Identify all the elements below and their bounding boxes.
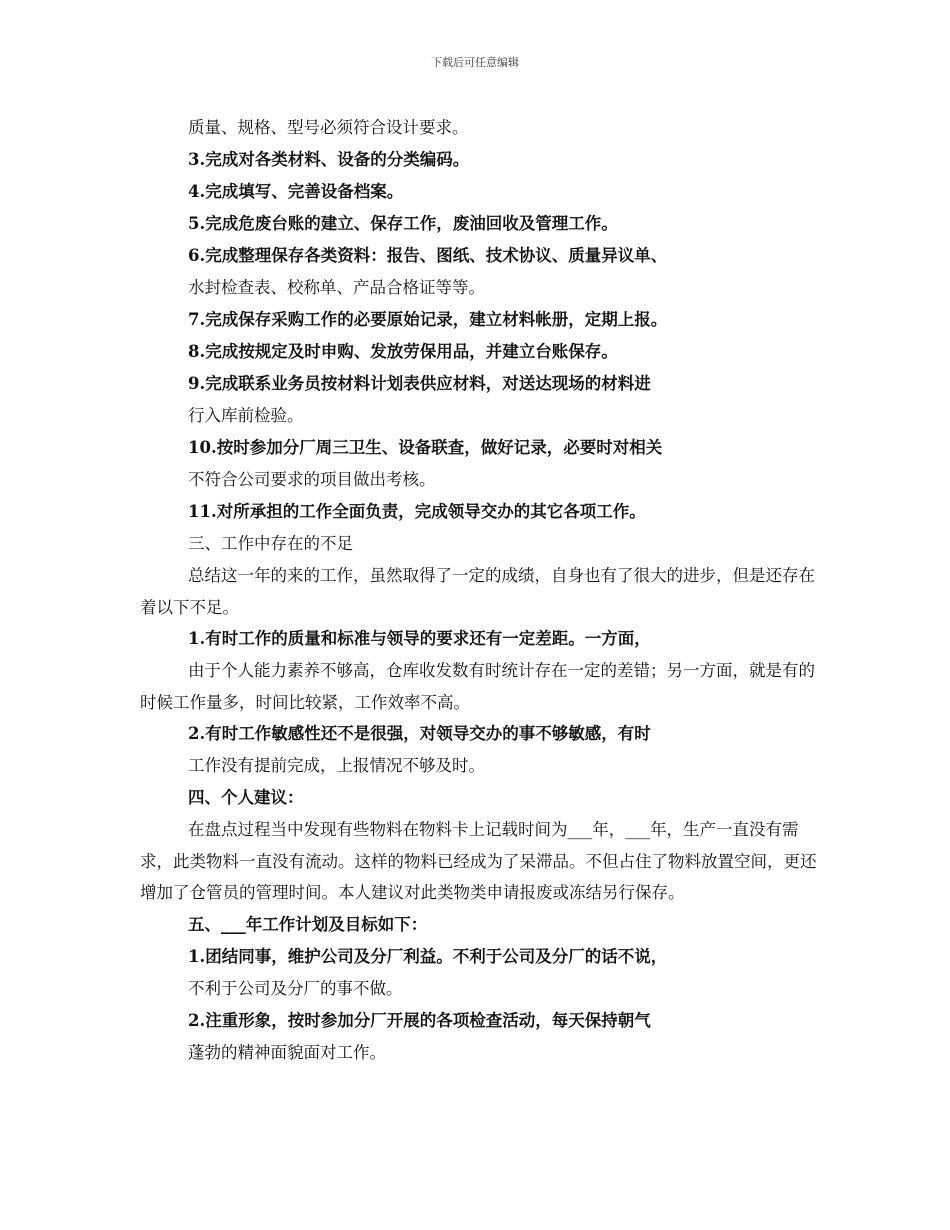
section-heading-4: 四、个人建议： bbox=[188, 788, 304, 807]
list-item-3: 3.完成对各类材料、设备的分类编码。 bbox=[188, 150, 470, 169]
list-item-11: 11.对所承担的工作全面负责，完成领导交办的其它各项工作。 bbox=[188, 502, 646, 521]
section-heading-5: 五、___年工作计划及目标如下： bbox=[188, 914, 428, 934]
shortcoming-item-1: 1.有时工作的质量和标准与领导的要求还有一定差距。一方面， bbox=[188, 629, 651, 648]
list-item-6: 6.完成整理保存各类资料：报告、图纸、技术协议、质量异议单、 bbox=[188, 246, 668, 265]
text-line: 行入库前检验。 bbox=[188, 406, 304, 425]
plan-item-2: 2.注重形象，按时参加分厂开展的各项检查活动，每天保持朝气 bbox=[188, 1010, 651, 1030]
section-heading-3: 三、工作中存在的不足 bbox=[188, 534, 353, 553]
list-item-8: 8.完成按规定及时申购、发放劳保用品，并建立台账保存。 bbox=[188, 342, 618, 361]
document-body bbox=[140, 112, 830, 1069]
list-item-7: 7.完成保存采购工作的必要原始记录，建立材料帐册，定期上报。 bbox=[188, 310, 668, 329]
shortcoming-item-2: 2.有时工作敏感性还不是很强，对领导交办的事不够敏感，有时 bbox=[188, 724, 651, 743]
paragraph-shortcoming-detail: 由于个人能力素养不够高，仓库收发数有时统计存在一定的差错；另一方面，就是有的时候工作量多，时间比较紧，工作效率不高。 bbox=[140, 661, 815, 712]
text-line: 不利于公司及分厂的事不做。 bbox=[188, 978, 403, 998]
text-line: 水封检查表、校称单、产品合格证等等。 bbox=[188, 278, 485, 297]
paragraph-suggestion: 在盘点过程当中发现有些物料在物料卡上记载时间为___年，___年，生产一直没有需求，此类物料一直没有流动。这样的物料已经成为了呆滞品。不但占住了物料放置空间，更还增加了仓管员的管理时间。本人建议对此类物类申请报废或冻结另行保存。 bbox=[140, 820, 817, 902]
list-item-9: 9.完成联系业务员按材料计划表供应材料，对送达现场的材料进 bbox=[188, 374, 651, 393]
text-line: 工作没有提前完成，上报情况不够及时。 bbox=[188, 756, 485, 775]
text-line: 蓬勃的精神面貌面对工作。 bbox=[188, 1042, 386, 1062]
paragraph-summary: 总结这一年的来的工作，虽然取得了一定的成绩，自身也有了很大的进步，但是还存在着以下不足。 bbox=[140, 566, 815, 617]
list-item-4: 4.完成填写、完善设备档案。 bbox=[188, 182, 404, 201]
list-item-10: 10.按时参加分厂周三卫生、设备联查，做好记录，必要时对相关 bbox=[188, 438, 663, 457]
plan-item-1: 1.团结同事，维护公司及分厂利益。不利于公司及分厂的话不说， bbox=[188, 946, 668, 966]
page-header: 下载后可任意编辑 bbox=[431, 56, 519, 69]
text-line: 不符合公司要求的项目做出考核。 bbox=[188, 470, 436, 489]
text-line: 质量、规格、型号必须符合设计要求。 bbox=[188, 118, 469, 137]
list-item-5: 5.完成危废台账的建立、保存工作，废油回收及管理工作。 bbox=[188, 214, 618, 233]
